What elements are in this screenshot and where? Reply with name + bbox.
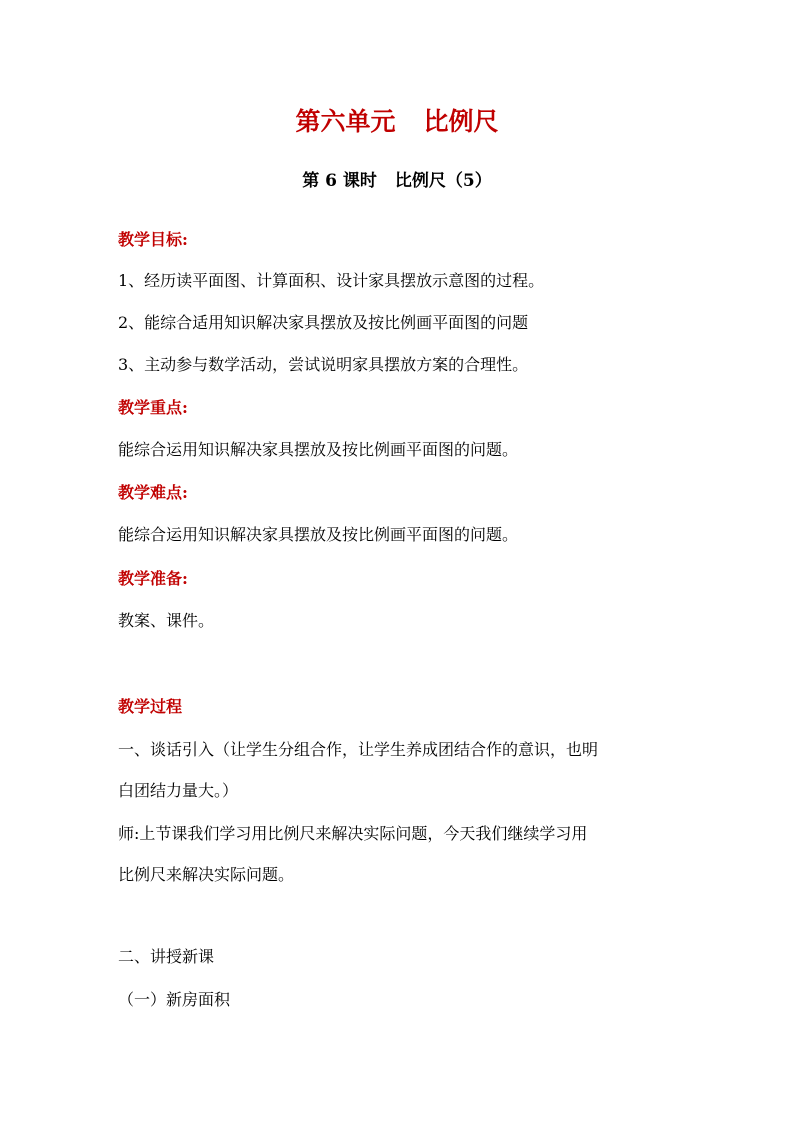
objective-item: 1、经历读平面图、计算面积、设计家具摆放示意图的过程。	[118, 271, 545, 290]
process-heading: 教学过程	[118, 697, 183, 716]
subtitle-lesson: 第 6 课时	[302, 171, 377, 191]
objectives-heading: 教学目标:	[118, 230, 188, 249]
key-points-heading: 教学重点:	[118, 398, 188, 417]
document-title	[0, 106, 794, 138]
teacher-line: 比例尺来解决实际问题。	[118, 865, 295, 884]
title-topic: 比例尺	[423, 107, 499, 136]
title-unit: 第六单元	[295, 107, 396, 136]
lesson-subtitle	[0, 170, 794, 192]
preparation-heading: 教学准备:	[118, 569, 188, 588]
intro-line: 一、谈话引入（让学生分组合作，让学生养成团结合作的意识，也明	[118, 740, 599, 759]
teacher-line: 师:上节课我们学习用比例尺来解决实际问题，今天我们继续学习用	[118, 824, 588, 843]
key-points-text: 能综合运用知识解决家具摆放及按比例画平面图的问题。	[118, 440, 519, 459]
difficulties-heading: 教学难点:	[118, 483, 188, 502]
difficulties-text: 能综合运用知识解决家具摆放及按比例画平面图的问题。	[118, 525, 519, 544]
objective-item: 3、主动参与数学活动，尝试说明家具摆放方案的合理性。	[118, 355, 529, 374]
sub-section-heading: （一）新房面积	[118, 990, 231, 1009]
intro-line: 白团结力量大。）	[118, 781, 239, 800]
objective-item: 2、能综合适用知识解决家具摆放及按比例画平面图的问题	[118, 313, 529, 332]
subtitle-topic: 比例尺（5）	[394, 171, 492, 191]
new-lesson-heading: 二、讲授新课	[118, 947, 215, 966]
preparation-text: 教案、课件。	[118, 611, 215, 630]
